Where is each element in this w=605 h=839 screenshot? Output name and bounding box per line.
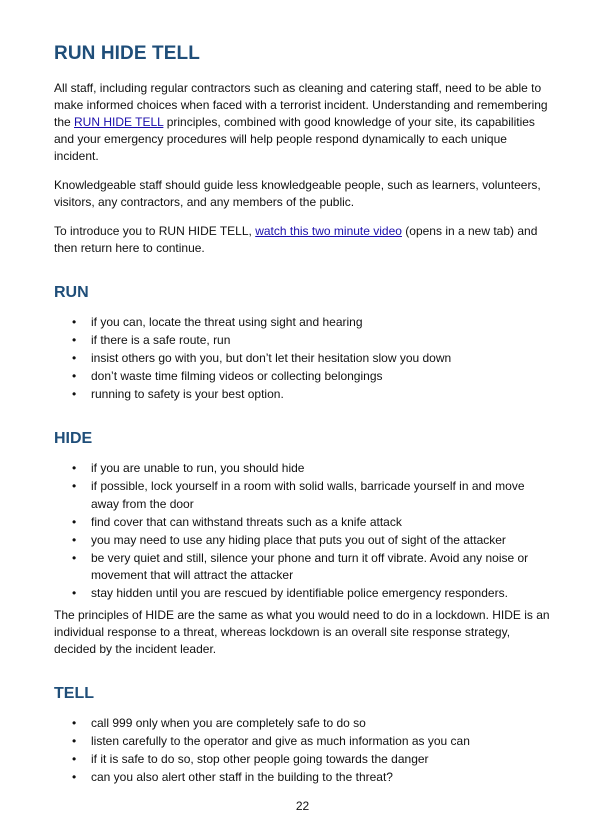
list-item: • if you are unable to run, you should hide <box>54 460 554 478</box>
intro-p1-text-after: principles, combined with good knowledge of your site, its capabilities and your emergency procedures will help people respond dynamically to each unique incident. <box>54 115 535 163</box>
intro-paragraph-1 <box>54 80 554 165</box>
list-item: • can you also alert other staff in the building to the threat? <box>54 769 554 787</box>
intro-p3-text-before: To introduce you to RUN HIDE TELL, <box>54 224 256 238</box>
hide-list <box>54 460 554 603</box>
intro-paragraph-3 <box>54 223 554 257</box>
run-list <box>54 314 554 404</box>
list-item: • listen carefully to the operator and give as much information as you can <box>54 733 554 751</box>
tell-heading: TELL <box>54 685 94 702</box>
list-item: • running to safety is your best option. <box>54 386 554 404</box>
list-item: • if possible, lock yourself in a room with solid walls, barricade yourself in and move away from the door <box>54 478 554 513</box>
intro-p3-text-after: (opens in a new tab) and then return here to continue. <box>54 224 538 255</box>
list-item: • if it is safe to do so, stop other people going towards the danger <box>54 751 554 769</box>
list-item: • you may need to use any hiding place that puts you out of sight of the attacker <box>54 532 554 550</box>
page-number: 22 <box>295 799 310 813</box>
page-title: RUN HIDE TELL <box>54 43 200 64</box>
run-hide-tell-link[interactable]: RUN HIDE TELL <box>74 115 164 129</box>
list-item: • if there is a safe route, run <box>54 332 554 350</box>
intro-p1-text-before: All staff, including regular contractors such as cleaning and catering staff, need to be able to make informed choices when faced with a terrorist incident. Understanding and remembering the <box>54 81 548 129</box>
list-item: • don’t waste time filming videos or collecting belongings <box>54 368 554 386</box>
tell-list <box>54 715 554 787</box>
list-item: • call 999 only when you are completely safe to do so <box>54 715 554 733</box>
hide-note-paragraph: The principles of HIDE are the same as what you would need to do in a lockdown. HIDE is an individual response to a threat, whereas lockdown is an overall site response strategy, decided by the incident leader. <box>54 608 550 656</box>
video-link[interactable]: watch this two minute video <box>255 224 402 238</box>
hide-heading: HIDE <box>54 430 93 447</box>
list-item: • if you can, locate the threat using sight and hearing <box>54 314 554 332</box>
list-item: • insist others go with you, but don’t let their hesitation slow you down <box>54 350 554 368</box>
run-heading: RUN <box>54 284 89 301</box>
list-item: • stay hidden until you are rescued by identifiable police emergency responders. <box>54 585 554 603</box>
list-item: • find cover that can withstand threats such as a knife attack <box>54 514 554 532</box>
intro-paragraph-2: Knowledgeable staff should guide less knowledgeable people, such as learners, volunteers, visitors, any contractors, and any members of the public. <box>54 178 541 209</box>
list-item: • be very quiet and still, silence your phone and turn it off vibrate. Avoid any noise or movement that will attract the attacker <box>54 550 554 585</box>
